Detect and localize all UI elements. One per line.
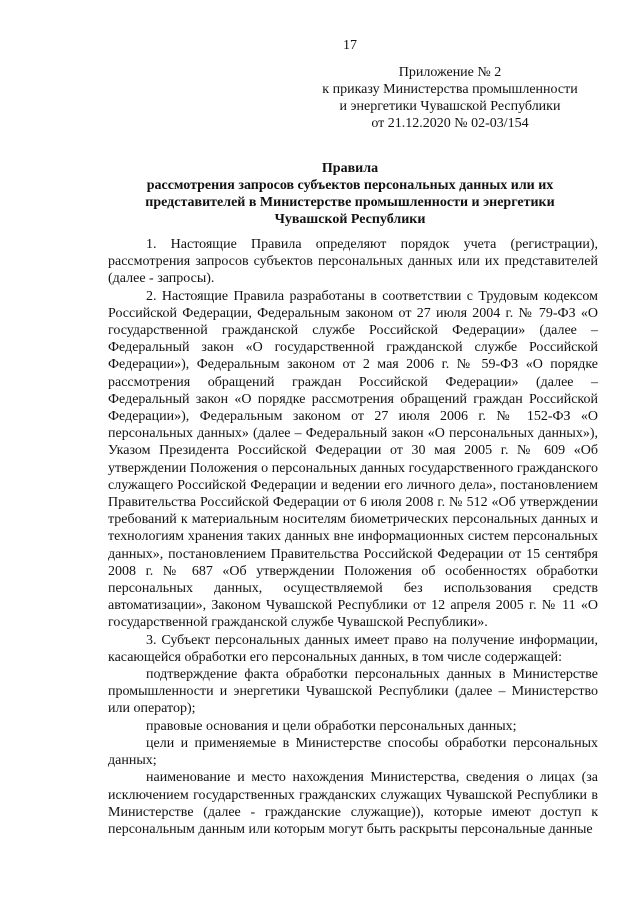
paragraph-3-item-1: подтверждение факта обработки персональных данных в Министерстве промышленности и энергетики Чувашской Республики (далее – Министерство или оператор);: [108, 667, 598, 717]
paragraph-2: 2. Настоящие Правила разработаны в соответствии с Трудовым кодексом Российской Федерации, Федеральным законом от 27 июля 2004 г. № 79-ФЗ «О государственной гражданской службе Российской Федерации» (далее – Федеральный закон «О государственной гражданской службе Российской Федерации»), Федеральным законом от 2 мая 2006 г. № 59-ФЗ «О порядке рассмотрения обращений граждан Российской Федерации» (далее – Федеральный закон «О порядке рассмотрения обращений граждан Российской Федерации»), Федеральным законом от 27 июля 2006 г. № 152-ФЗ «О персональных данных» (далее – Федеральный закон «О персональных данных»), Указом Президента Российской Федерации от 30 мая 2005 г. № 609 «Об утверждении Положения о персональных данных государственного гражданского служащего Российской Федерации и ведении его личного дела», постановлением Правительства Российской Федерации от 6 июля 2008 г. № 512 «Об утверждении требований к материальным носителям биометрических персональных данных и технологиям хранения таких данных вне информационных систем персональных данных», постановлением Правительства Российской Федерации от 15 сентября 2008 г. № 687 «Об утверждении Положения об особенностях обработки персональных данных, осуществляемой без использования средств автоматизации», Законом Чувашской Республики от 12 апреля 2005 г. № 11 «О государственной гражданской службе Чувашской Республики».: [108, 288, 598, 631]
paragraph-3-item-2: правовые основания и цели обработки персональных данных;: [146, 718, 517, 734]
appendix-line-3: и энергетики Чувашской Республики: [339, 99, 561, 114]
appendix-line-2: к приказу Министерства промышленности: [322, 82, 578, 97]
appendix-line-4: от 21.12.2020 № 02-03/154: [371, 116, 529, 131]
title-line-1: Правила: [321, 161, 379, 176]
paragraph-1: 1. Настоящие Правила определяют порядок учета (регистрации), рассмотрения запросов субъектов персональных данных или их представителей (далее - запросы).: [108, 237, 598, 287]
paragraph-3-item-4: наименование и место нахождения Министерства, сведения о лицах (за исключением государственных гражданских служащих Чувашской Республики в Министерстве (далее - гражданские служащие)), которые имеют доступ к персональным данным или которым могут быть раскрыты персональные данные: [108, 770, 598, 837]
appendix-header: [300, 64, 600, 132]
page-number: 17: [343, 38, 357, 53]
paragraph-3-item-3: цели и применяемые в Министерстве способы обработки персональных данных;: [108, 735, 598, 769]
document-title: [110, 160, 590, 228]
appendix-line-1: Приложение № 2: [398, 65, 502, 80]
paragraph-3: 3. Субъект персональных данных имеет право на получение информации, касающейся обработки его персональных данных, в том числе содержащей:: [108, 632, 598, 665]
title-line-2: рассмотрения запросов субъектов персональных данных или их: [146, 178, 554, 193]
document-body: [108, 236, 598, 838]
title-line-3: представителей в Министерстве промышленности и энергетики: [145, 195, 555, 210]
title-line-4: Чувашской Республики: [274, 212, 426, 227]
